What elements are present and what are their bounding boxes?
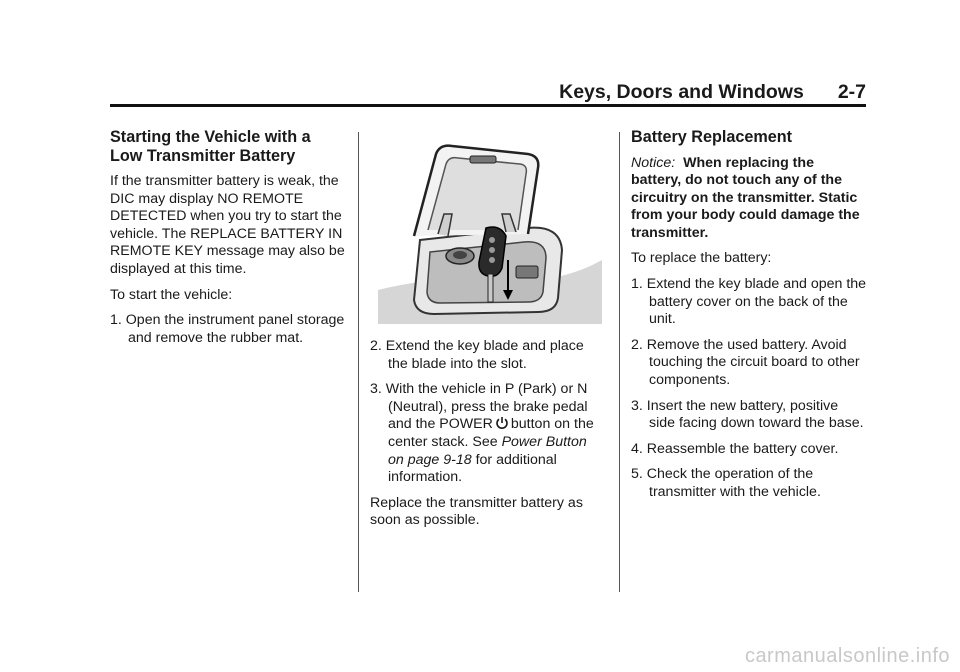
power-icon xyxy=(495,416,509,430)
list-item xyxy=(370,381,606,487)
page-number: 2-7 xyxy=(837,81,866,103)
column-3 xyxy=(631,128,867,510)
step3-text-c: for additional information. xyxy=(388,451,557,486)
step3-text-b: button on the center stack. See xyxy=(388,416,594,450)
section-title: Keys, Doors and Windows xyxy=(559,81,804,103)
column-2 xyxy=(370,136,606,538)
column-1 xyxy=(110,128,346,355)
column-divider-1 xyxy=(358,132,359,592)
list-item: 4. Reassemble the battery cover. xyxy=(631,440,839,457)
step3-text-a: 3. With the vehicle in P (Park) or N (Neutral), press the brake pedal and the POWER xyxy=(370,381,588,433)
list-item: 3. Insert the new battery, positive side facing down toward the base. xyxy=(631,397,864,432)
paragraph-replace-soon: Replace the transmitter battery as soon as possible. xyxy=(370,494,583,529)
section-heading-battery-replacement: Battery Replacement xyxy=(631,128,793,146)
header-rule xyxy=(110,104,866,107)
page-header xyxy=(110,80,866,104)
notice-text: When replacing the battery, do not touch any of the circuitry on the transmitter. Static from your body could damage the transmitter. xyxy=(631,154,860,241)
notice-label: Notice: xyxy=(631,154,676,171)
watermark: carmanualsonline.info xyxy=(744,645,950,667)
paragraph-to-start: To start the vehicle: xyxy=(110,286,233,303)
column-divider-2 xyxy=(619,132,620,592)
section-heading-low-battery: Starting the Vehicle with a Low Transmitter Battery xyxy=(110,128,311,165)
notice-block xyxy=(631,155,867,243)
key-in-storage-slot-illustration xyxy=(378,140,602,324)
power-button-reference-link[interactable]: Power Button on page 9-18 xyxy=(388,433,587,468)
list-item: 2. Remove the used battery. Avoid touching the circuit board to other components. xyxy=(631,336,860,389)
list-item: 1. Extend the key blade and open the battery cover on the back of the unit. xyxy=(631,276,867,328)
paragraph-weak-battery: If the transmitter battery is weak, the DIC may display NO REMOTE DETECTED when you try to start the vehicle. The REPLACE BATTERY IN REMOTE KEY message may also be displayed at this time. xyxy=(110,173,345,277)
paragraph-to-replace: To replace the battery: xyxy=(631,250,772,267)
list-item: 2. Extend the key blade and place the blade into the slot. xyxy=(370,338,584,372)
list-item: 5. Check the operation of the transmitter with the vehicle. xyxy=(631,466,821,500)
list-item: 1. Open the instrument panel storage and remove the rubber mat. xyxy=(110,312,345,346)
